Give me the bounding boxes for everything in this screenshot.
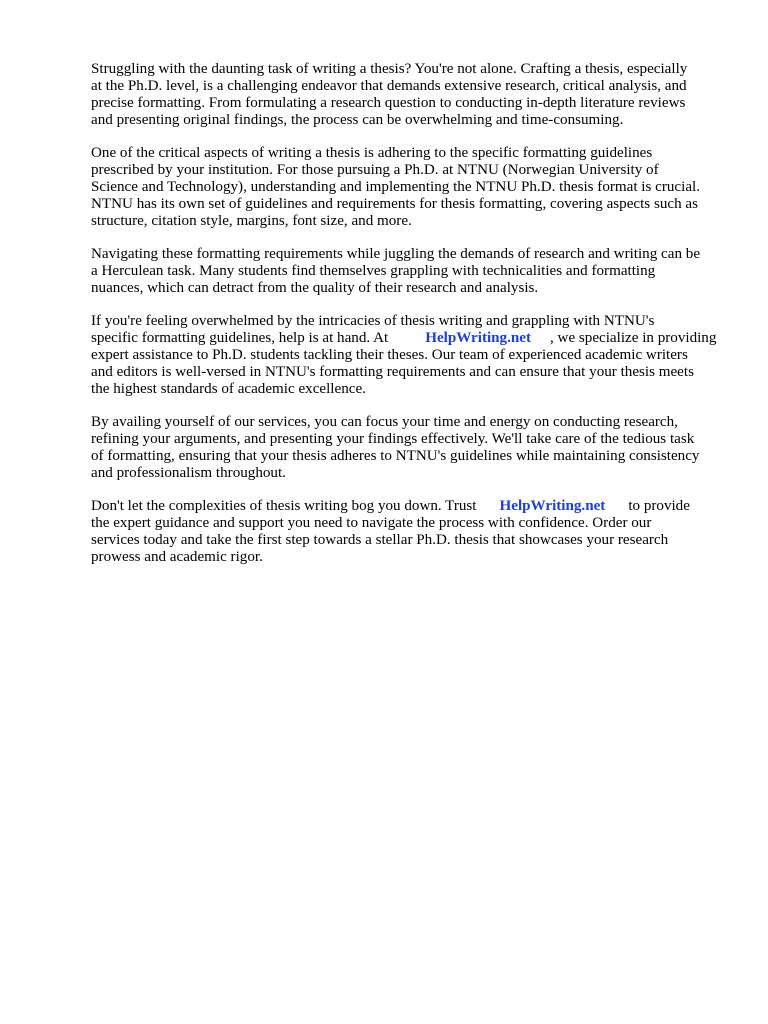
text-line: a Herculean task. Many students find themselves grappling with technicalities and formatting [91, 263, 656, 279]
text-line-with-link [91, 330, 719, 347]
text-line: structure, citation style, margins, font size, and more. [91, 213, 412, 229]
text-line: By availing yourself of our services, you can focus your time and energy on conducting research, [91, 414, 678, 430]
text-line: of formatting, ensuring that your thesis adheres to NTNU's guidelines while maintaining consistency [91, 448, 700, 464]
helpwriting-link[interactable]: HelpWriting.net [499, 498, 606, 514]
document-body [91, 61, 719, 582]
helpwriting-link[interactable]: HelpWriting.net [425, 330, 531, 346]
text-line: and professionalism throughout. [91, 465, 286, 481]
text-line: at the Ph.D. level, is a challenging endeavor that demands extensive research, critical analysis, and [91, 78, 687, 94]
text-line: nuances, which can detract from the quality of their research and analysis. [91, 280, 539, 296]
paragraph-formatting [91, 145, 719, 230]
text-line: refining your arguments, and presenting your findings effectively. We'll take care of the tedious task [91, 431, 695, 447]
text-line: precise formatting. From formulating a research question to conducting in-depth literature reviews [91, 95, 686, 111]
paragraph-closing [91, 498, 719, 566]
text-line: expert assistance to Ph.D. students tackling their theses. Our team of experienced academic writers [91, 347, 688, 363]
paragraph-help [91, 313, 719, 398]
paragraph-navigating [91, 246, 719, 297]
text-line: If you're feeling overwhelmed by the intricacies of thesis writing and grappling with NTNU's [91, 313, 655, 329]
text-line: services today and take the first step towards a stellar Ph.D. thesis that showcases your research [91, 532, 669, 548]
text-line: the expert guidance and support you need to navigate the process with confidence. Order our [91, 515, 652, 531]
text-line: and presenting original findings, the process can be overwhelming and time-consuming. [91, 112, 624, 128]
text-line: prescribed by your institution. For those pursuing a Ph.D. at NTNU (Norwegian University of [91, 162, 659, 178]
paragraph-intro [91, 61, 719, 129]
text-segment: , we specialize in providing [550, 330, 717, 346]
text-line: Struggling with the daunting task of writing a thesis? You're not alone. Crafting a thesis, especially [91, 61, 688, 77]
text-line: Science and Technology), understanding and implementing the NTNU Ph.D. thesis format is crucial. [91, 179, 700, 195]
text-line: Navigating these formatting requirements while juggling the demands of research and writing can be [91, 246, 701, 262]
paragraph-services [91, 414, 719, 482]
text-line: the highest standards of academic excellence. [91, 381, 366, 397]
text-line: prowess and academic rigor. [91, 549, 263, 565]
text-line-with-link [91, 498, 719, 515]
text-segment: specific formatting guidelines, help is at hand. At [91, 330, 389, 346]
text-segment: Don't let the complexities of thesis writing bog you down. Trust [91, 498, 477, 514]
text-segment: to provide [628, 498, 690, 514]
text-line: NTNU has its own set of guidelines and requirements for thesis formatting, covering aspects such as [91, 196, 698, 212]
text-line: and editors is well-versed in NTNU's formatting requirements and can ensure that your thesis meets [91, 364, 694, 380]
text-line: One of the critical aspects of writing a thesis is adhering to the specific formatting guidelines [91, 145, 653, 161]
